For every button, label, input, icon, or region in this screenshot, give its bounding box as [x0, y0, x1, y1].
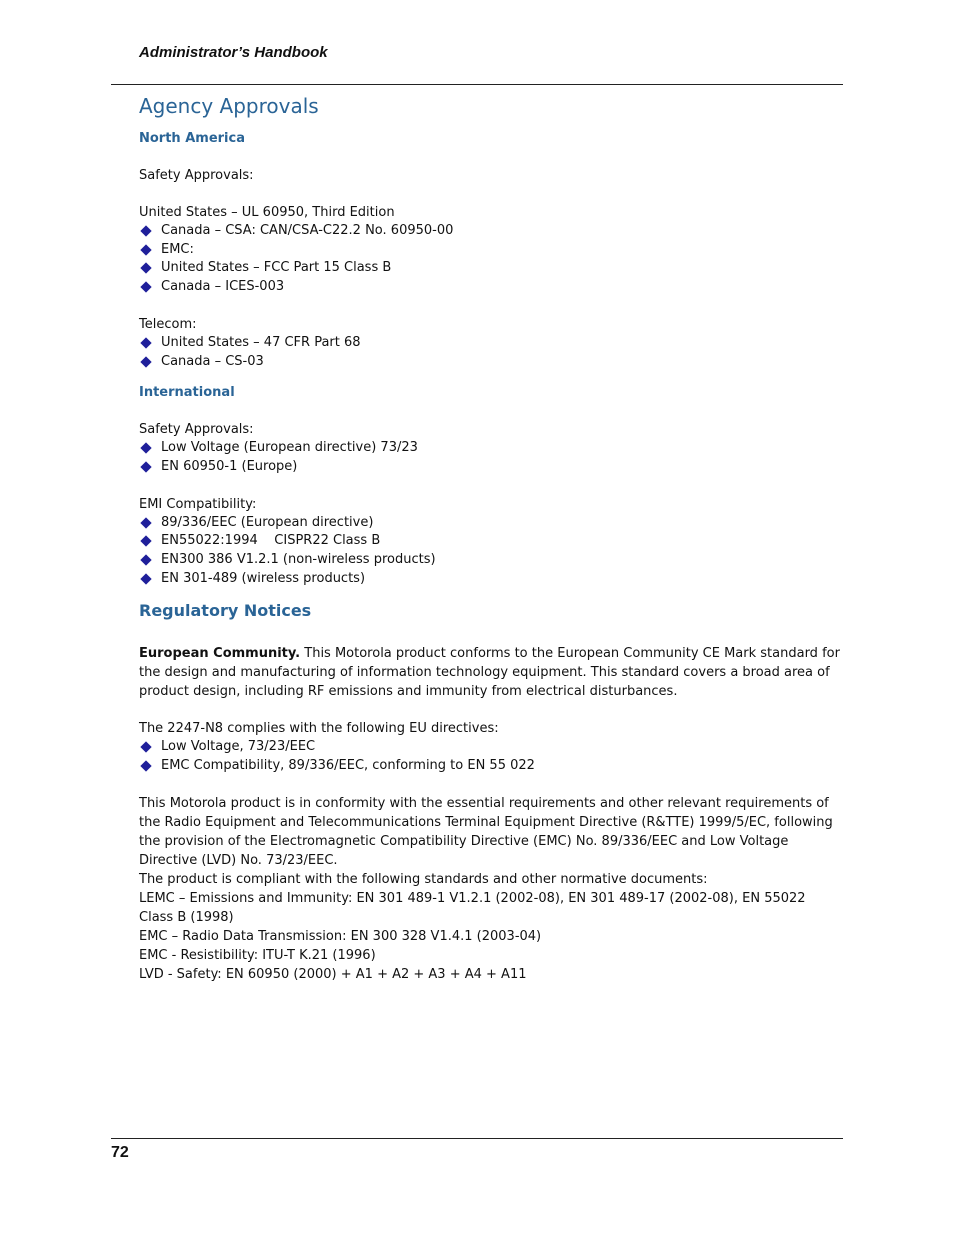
- list-item: United States – 47 CFR Part 68: [139, 334, 843, 353]
- list-item: EN55022:1994 CISPR22 Class B: [139, 532, 843, 551]
- running-header-title: Administrator’s Handbook: [139, 44, 328, 61]
- list-item: EMC:: [139, 241, 843, 260]
- page-number: 72: [111, 1144, 129, 1161]
- footer-rule: [111, 1138, 843, 1139]
- list-item: 89/336/EEC (European directive): [139, 514, 843, 533]
- list-item: Low Voltage (European directive) 73/23: [139, 439, 843, 458]
- na-safety-first: United States – UL 60950, Third Edition: [139, 205, 395, 220]
- european-community-text: This Motorola product conforms to the European Community CE Mark standard for the design and manufacturing of information technology equipment. This standard covers a broad area of product design, including RF emissions and immunity from electrical disturbances.: [139, 646, 840, 700]
- list-item: United States – FCC Part 15 Class B: [139, 259, 843, 278]
- page-body: [139, 92, 843, 984]
- standard-line: LVD - Safety: EN 60950 (2000) + A1 + A2 + A3 + A4 + A11: [139, 966, 527, 982]
- diamond-bullet-icon: [140, 742, 151, 753]
- compliant-intro: The product is compliant with the following standards and other normative documents:: [139, 871, 708, 887]
- diamond-bullet-icon: [140, 225, 151, 236]
- conformity-paragraph: This Motorola product is in conformity with the essential requirements and other relevant requirements of the Radio Equipment and Telecommunications Terminal Equipment Directive (R&TTE) 1999/5/EC, following the provision of the Electromagnetic Compatibility Directive (EMC) No. 89/336/EEC and Low Voltage Directive (LVD) No. 73/23/EEC.: [139, 795, 833, 868]
- list-item: Canada – ICES-003: [139, 278, 843, 297]
- directives-intro: The 2247-N8 complies with the following EU directives:: [139, 721, 499, 737]
- intl-emi-list: [139, 514, 843, 589]
- north-america-heading: North America: [139, 131, 245, 146]
- na-telecom-label: Telecom:: [139, 316, 197, 332]
- international-heading: International: [139, 385, 235, 401]
- european-community-paragraph: [139, 644, 843, 701]
- diamond-bullet-icon: [140, 461, 151, 472]
- diamond-bullet-icon: [140, 356, 151, 367]
- directives-list: [139, 738, 843, 775]
- diamond-bullet-icon: [140, 536, 151, 547]
- header-rule: [111, 84, 843, 85]
- european-community-lead: European Community.: [139, 646, 301, 662]
- diamond-bullet-icon: [140, 281, 151, 292]
- diamond-bullet-icon: [140, 554, 151, 565]
- intl-safety-list: [139, 439, 843, 476]
- na-telecom-list: [139, 334, 843, 371]
- diamond-bullet-icon: [140, 263, 151, 274]
- na-safety-label: Safety Approvals:: [139, 168, 254, 183]
- standard-line: EMC – Radio Data Transmission: EN 300 328 V1.4.1 (2003-04): [139, 928, 542, 944]
- diamond-bullet-icon: [140, 760, 151, 771]
- diamond-bullet-icon: [140, 244, 151, 255]
- diamond-bullet-icon: [140, 443, 151, 454]
- diamond-bullet-icon: [140, 573, 151, 584]
- diamond-bullet-icon: [140, 517, 151, 528]
- intl-emi-label: EMI Compatibility:: [139, 496, 257, 512]
- list-item: Low Voltage, 73/23/EEC: [139, 738, 843, 757]
- regulatory-notices-heading: Regulatory Notices: [139, 601, 312, 621]
- list-item: Canada – CSA: CAN/CSA-C22.2 No. 60950-00: [139, 222, 843, 241]
- list-item: EN 301-489 (wireless products): [139, 570, 843, 589]
- intl-safety-label: Safety Approvals:: [139, 422, 254, 438]
- list-item: EN 60950-1 (Europe): [139, 458, 843, 477]
- agency-approvals-title: Agency Approvals: [139, 94, 319, 118]
- standard-line: EMC - Resistibility: ITU-T K.21 (1996): [139, 947, 376, 963]
- list-item: Canada – CS-03: [139, 353, 843, 372]
- na-safety-list: [139, 222, 843, 297]
- list-item: EN300 386 V1.2.1 (non-wireless products): [139, 551, 843, 570]
- diamond-bullet-icon: [140, 337, 151, 348]
- list-item: EMC Compatibility, 89/336/EEC, conforming to EN 55 022: [139, 757, 843, 776]
- standard-line: LEMC – Emissions and Immunity: EN 301 489-1 V1.2.1 (2002-08), EN 301 489-17 (2002-08), EN 55022 Class B (1998): [139, 890, 806, 925]
